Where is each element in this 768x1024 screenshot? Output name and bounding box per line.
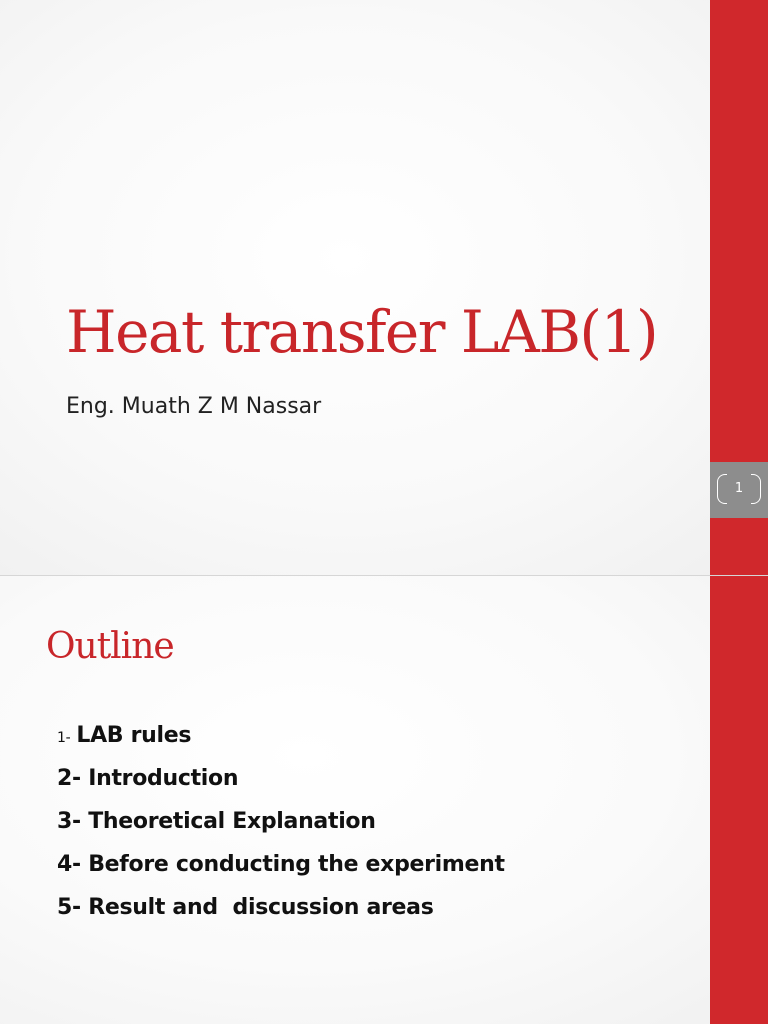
outline-item-label: 2- Introduction (57, 766, 239, 791)
outline-item-label: 4- Before conducting the experiment (57, 852, 505, 877)
outline-item-label: 5- Result and discussion areas (57, 895, 434, 920)
outline-item-prefix: 1- (57, 730, 71, 746)
outline-item-label: 3- Theoretical Explanation (57, 809, 376, 834)
outline-title: Outline (46, 626, 174, 667)
page-number: 1 (734, 481, 744, 496)
slide-subtitle: Eng. Muath Z M Nassar (66, 394, 322, 419)
outline-item (57, 714, 505, 757)
page-number-badge (710, 462, 768, 518)
outline-item (57, 843, 505, 886)
outline-list (57, 714, 505, 929)
outline-slide (0, 576, 768, 1024)
outline-item (57, 757, 505, 800)
outline-item (57, 886, 505, 929)
right-bracket-icon (751, 474, 761, 504)
outline-item-label: LAB rules (76, 723, 192, 748)
slide-title: Heat transfer LAB(1) (66, 298, 658, 366)
side-accent-bar (710, 576, 768, 1024)
outline-item (57, 800, 505, 843)
